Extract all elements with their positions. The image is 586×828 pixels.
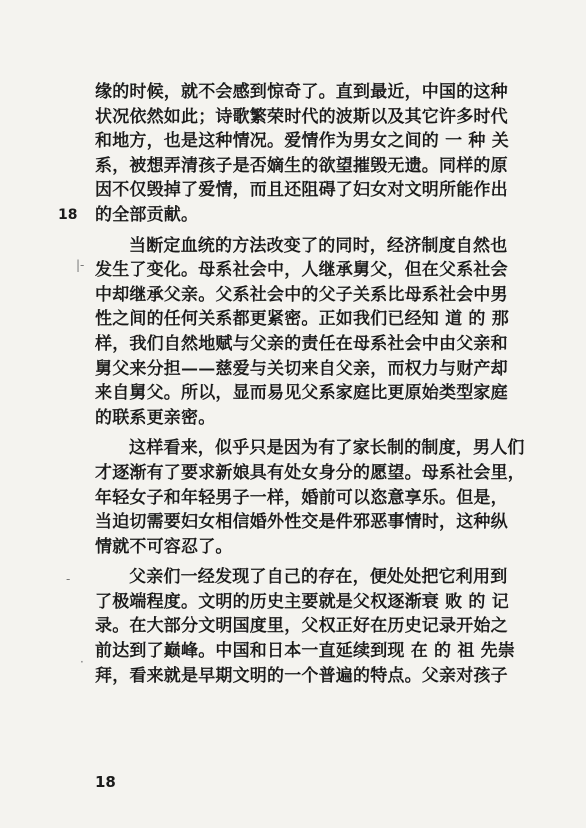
text-line: 拜，看来就是早期文明的一个普遍的特点。父亲对孩子 (95, 665, 508, 686)
text-line: 父亲们一经发现了自己的存在，便处处把它利用到 (129, 567, 508, 588)
page-number: 18 (95, 773, 116, 791)
text-line: 样，我们自然地赋与父亲的责任在母系社会中由父亲和 (95, 333, 508, 354)
margin-line-number: 18 (58, 207, 78, 223)
text-line: 当迫切需要妇女相信婚外性交是件邪恶事情时，这种纵 (95, 512, 508, 533)
text-line: 录。在大部分文明国度里，父权正好在历史记录开始之 (95, 616, 508, 637)
text-line: 这样看来，似乎只是因为有了家长制的制度，男人们 (129, 438, 525, 459)
text-line: 来自舅父。所以，显而易见父系家庭比更原始类型家庭 (95, 383, 508, 404)
paragraph-1 (95, 80, 509, 228)
paragraph-2 (95, 234, 509, 431)
text-line: 情就不可容忍了。 (95, 536, 233, 557)
text-line: 的联系更亲密。 (95, 407, 216, 428)
scan-mark: |- (76, 258, 85, 272)
text-line: 的全部贡献。 (95, 204, 199, 225)
paragraph-3 (95, 436, 525, 559)
text-line: 发生了变化。母系社会中，人继承舅父，但在父系社会 (95, 260, 508, 281)
text-line: 年轻女子和年轻男子一样，婚前可以恣意享乐。但是， (95, 487, 508, 508)
text-line: 前达到了巅峰。中国和日本一直延续到现 在 的 祖 先崇 (95, 641, 516, 662)
text-line: 缘的时候，就不会感到惊奇了。直到最近，中国的这种 (95, 82, 508, 102)
text-line: 才逐渐有了要求新娘具有处女身分的愿望。母系社会里， (95, 462, 525, 483)
text-line: 中却继承父亲。父系社会中的父子关系比母系社会中男 (95, 284, 508, 305)
text-line: 当断定血统的方法改变了的同时，经济制度自然也 (129, 235, 508, 256)
text-line: 了极端程度。文明的历史主要就是父权逐渐衰 败 的 记 (95, 591, 509, 612)
scan-mark: - (66, 572, 71, 586)
text-line: 性之间的任何关系都更紧密。正如我们已经知 道 的 那 (95, 309, 509, 330)
text-line: 系，被想弄清孩子是否嫡生的欲望摧毁无遗。同样的原 (95, 155, 508, 176)
text-line: 状况依然如此；诗歌繁荣时代的波斯以及其它许多时代 (95, 106, 508, 127)
paragraph-4 (95, 565, 516, 688)
text-line: 因不仅毁掉了爱情，而且还阻碍了妇女对文明所能作出 (95, 180, 508, 201)
text-line: 舅父来分担——慈爱与关切来自父亲，而权力与财产却 (95, 358, 508, 379)
scan-mark: · (80, 655, 84, 669)
text-line: 和地方，也是这种情况。爱情作为男女之间的 一 种 关 (95, 131, 509, 152)
body-text (95, 80, 525, 688)
